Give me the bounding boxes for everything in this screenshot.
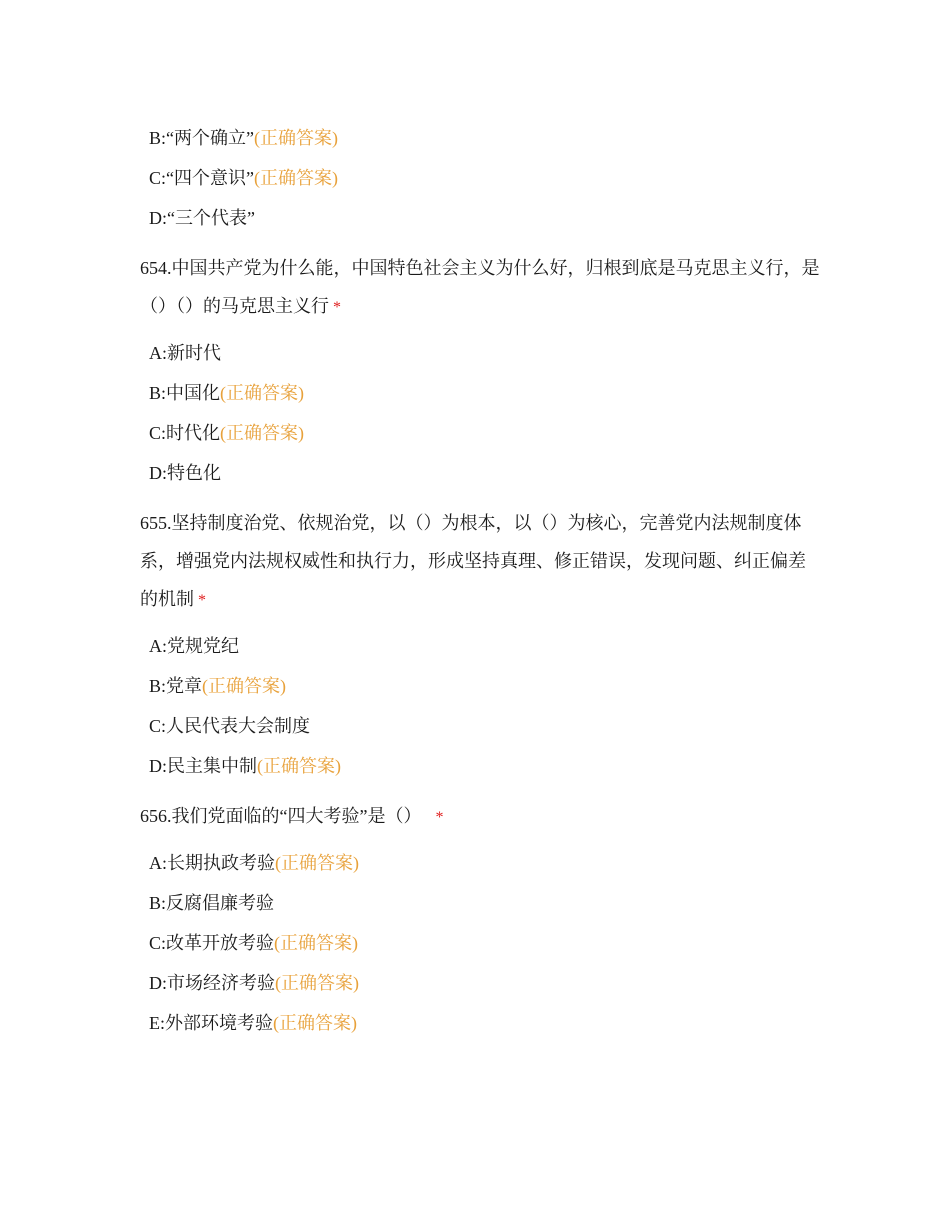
option-c [140,413,820,453]
question-number: 654. [140,258,172,278]
correct-answer-marker: (正确答案) [273,1013,357,1033]
question-text: 我们党面临的“四大考验”是（） [171,806,422,826]
previous-question-options [140,118,820,238]
option-letter: B: [149,893,167,913]
option-text: “两个确立” [166,128,254,148]
option-letter: A: [149,343,167,363]
correct-answer-marker: (正确答案) [275,973,359,993]
option-letter: B: [149,128,167,148]
option-b [140,883,820,923]
question-title [140,249,820,327]
option-text: 特色化 [167,463,221,483]
question-text: 中国共产党为什么能，中国特色社会主义为什么好，归根到底是马克思主义行，是（）（）的马克思主义行 [140,258,820,316]
option-letter: C: [149,716,167,736]
correct-answer-marker: (正确答案) [254,128,338,148]
option-text: 人民代表大会制度 [166,716,311,736]
question-number: 655. [140,513,172,533]
option-c [140,158,820,198]
option-letter: E: [149,1013,165,1033]
option-e [140,1003,820,1043]
option-c [140,706,820,746]
option-text: 反腐倡廉考验 [166,893,275,913]
correct-answer-marker: (正确答案) [202,676,287,696]
option-b [140,666,820,706]
option-letter: D: [149,973,167,993]
option-text: 外部环境考验 [165,1013,273,1033]
option-letter: C: [149,168,167,188]
option-d [140,963,820,1003]
option-a [140,843,820,883]
required-asterisk: * [435,809,444,826]
option-letter: B: [149,676,167,696]
option-b [140,373,820,413]
option-letter: D: [149,463,167,483]
correct-answer-marker: (正确答案) [254,168,338,188]
option-letter: C: [149,423,167,443]
correct-answer-marker: (正确答案) [275,853,359,873]
option-text: 时代化 [166,423,221,443]
question-655 [140,504,820,786]
option-text: 中国化 [166,383,221,403]
option-text: “三个代表” [167,208,255,228]
option-text: 新时代 [167,343,221,363]
option-text: 市场经济考验 [167,973,275,993]
option-text: 党规党纪 [167,636,239,656]
option-letter: D: [149,208,167,228]
question-number: 656. [140,806,172,826]
required-asterisk: * [333,299,341,316]
question-654 [140,249,820,493]
correct-answer-marker: (正确答案) [220,383,305,403]
correct-answer-marker: (正确答案) [274,933,359,953]
option-letter: C: [149,933,167,953]
option-a [140,333,820,373]
option-letter: A: [149,636,167,656]
option-text: 长期执政考验 [167,853,275,873]
question-list [140,118,820,1043]
question-656 [140,797,820,1043]
option-text: 党章 [166,676,203,696]
required-asterisk: * [198,592,206,609]
option-d [140,198,820,238]
option-c [140,923,820,963]
option-letter: A: [149,853,167,873]
correct-answer-marker: (正确答案) [257,756,341,776]
question-title [140,797,820,837]
option-text: “四个意识” [166,168,254,188]
option-d [140,746,820,786]
option-text: 改革开放考验 [166,933,275,953]
question-text: 坚持制度治党、依规治党，以（）为根本，以（）为核心，完善党内法规制度体系，增强党内法规权威性和执行力，形成坚持真理、修正错误，发现问题、纠正偏差的机制 [140,513,806,609]
option-d [140,453,820,493]
question-title [140,504,820,620]
option-letter: D: [149,756,167,776]
correct-answer-marker: (正确答案) [220,423,305,443]
option-text: 民主集中制 [167,756,257,776]
option-a [140,626,820,666]
option-b [140,118,820,158]
option-letter: B: [149,383,167,403]
